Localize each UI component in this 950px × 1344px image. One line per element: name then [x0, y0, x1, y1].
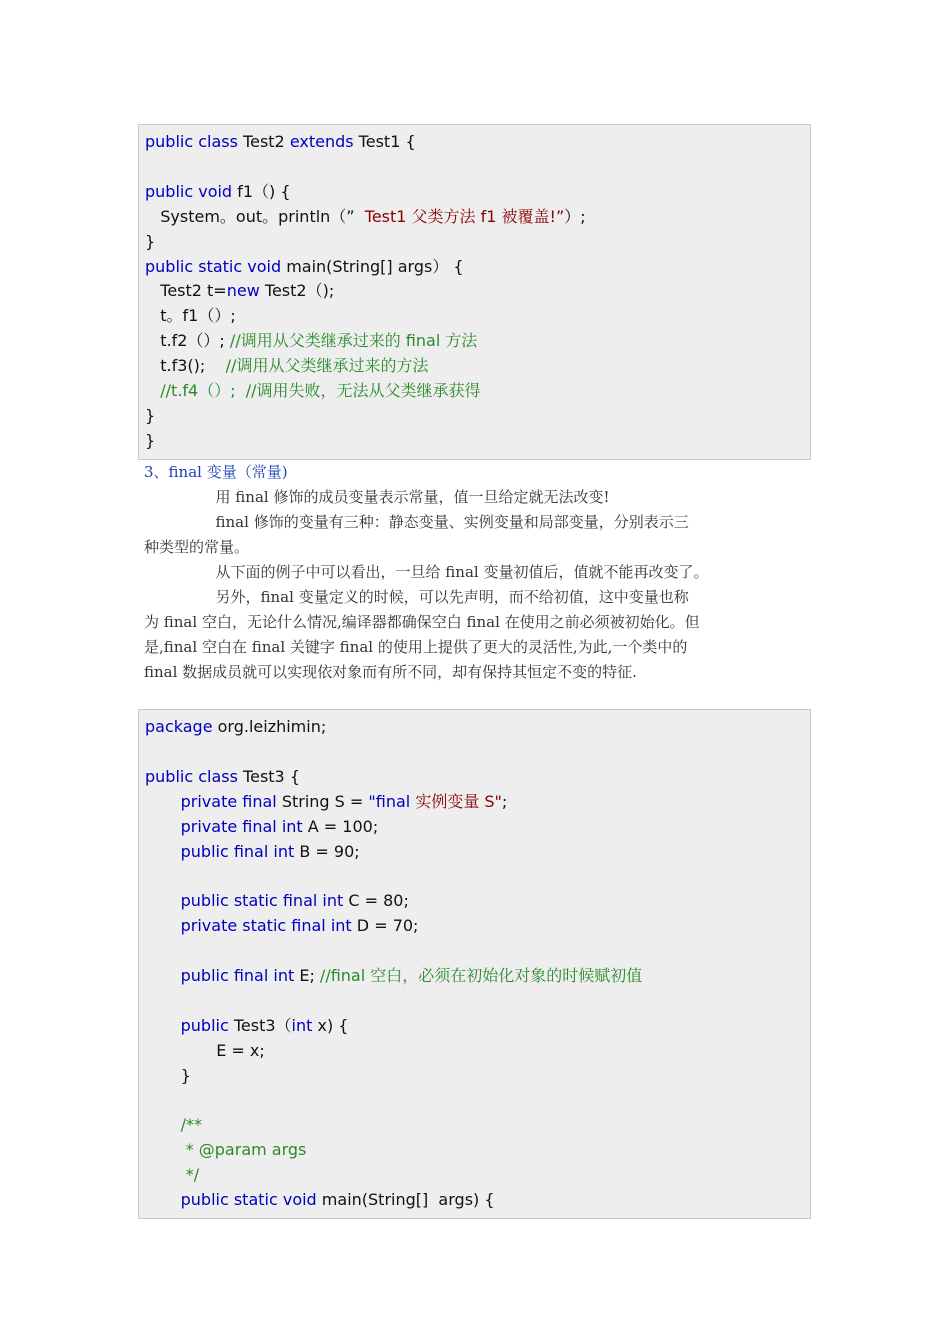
code-token: //final 空白，必须在初始化对象的时候赋初值	[319, 966, 643, 985]
code-token: public static final int	[180, 891, 344, 911]
code-token: B = 90;	[294, 841, 360, 861]
code-token: }	[145, 405, 156, 425]
code-token: t.f3();	[145, 356, 226, 376]
code-token: x) {	[312, 1015, 349, 1035]
code-line	[145, 1138, 306, 1162]
code-token: public class	[145, 132, 238, 151]
code-token: public class	[145, 766, 238, 786]
code-token	[145, 966, 181, 985]
code-block-test2	[138, 124, 811, 460]
code-token: public	[180, 1015, 229, 1035]
code-token: Test1 {	[353, 132, 416, 151]
code-token: public final int	[180, 966, 295, 985]
code-token: "final	[368, 791, 416, 811]
code-token: E = x;	[145, 1040, 265, 1060]
code-line	[145, 329, 477, 353]
code-token: C = 80;	[343, 891, 409, 911]
code-token: Test2（);	[259, 281, 335, 301]
code-line	[145, 1113, 202, 1137]
code-token: A = 100;	[302, 816, 379, 836]
code-token: D = 70;	[351, 916, 419, 936]
code-token: String S =	[276, 791, 369, 811]
code-token: //t.f4（）; //调用失败，无法从父类继承获得	[145, 381, 481, 400]
code-token: public static void	[145, 256, 282, 276]
code-token: */	[145, 1165, 200, 1185]
code-token	[145, 842, 181, 861]
code-line	[145, 180, 291, 204]
code-token: /**	[145, 1115, 202, 1135]
code-token	[145, 792, 181, 811]
code-token: private final int	[180, 816, 303, 836]
code-line	[145, 130, 416, 154]
paragraph-line: 是,final 空白在 final 关键字 final 的使用上提供了更大的灵活性,为此,一个类中的	[144, 638, 688, 656]
code-token: org.leizhimin;	[212, 717, 327, 736]
code-token: t。f1（）;	[145, 306, 236, 326]
code-token: private final	[180, 791, 277, 811]
paragraph-line: 用 final 修饰的成员变量表示常量，值一旦给定就无法改变!	[144, 488, 610, 506]
code-token: private static final int	[180, 916, 352, 936]
code-token: f1（) {	[232, 181, 291, 201]
code-token: public void	[145, 181, 233, 201]
code-token: new	[226, 281, 260, 301]
code-token	[145, 891, 181, 910]
paragraph-line: final 数据成员就可以实现依对象而有所不同，却有保持其恒定不变的特征.	[144, 663, 637, 681]
code-line	[145, 889, 409, 913]
code-line	[145, 354, 428, 378]
code-line	[145, 304, 236, 328]
code-line	[145, 1014, 348, 1038]
code-token: package	[145, 717, 213, 736]
code-token: t.f2（）;	[145, 331, 230, 351]
code-token: ）;	[564, 206, 586, 226]
code-line	[145, 1039, 265, 1063]
code-line	[145, 429, 155, 453]
section-heading: 3、final 变量（常量)	[144, 463, 288, 481]
code-token: * @param args	[145, 1140, 307, 1160]
code-token	[145, 1190, 181, 1209]
code-line	[145, 914, 418, 938]
code-block-test3	[138, 709, 811, 1219]
code-line	[145, 964, 642, 988]
code-token: //调用从父类继承过来的 final 方法	[229, 331, 478, 351]
code-token: }	[145, 231, 156, 251]
code-token: public static void	[180, 1190, 317, 1210]
code-token: public final int	[180, 841, 295, 861]
code-token: }	[145, 1065, 191, 1085]
paragraph-line: final 修饰的变量有三种：静态变量、实例变量和局部变量，分别表示三	[144, 513, 689, 531]
code-line	[145, 715, 326, 739]
code-line	[145, 279, 334, 303]
code-token: //调用从父类继承过来的方法	[225, 356, 429, 376]
paragraph-line: 从下面的例子中可以看出，一旦给 final 变量初值后，值就不能再改变了。	[144, 563, 709, 581]
code-line	[145, 205, 586, 229]
code-token: main(String[] args) {	[316, 1190, 495, 1210]
code-line	[145, 790, 507, 814]
code-token: Test3 {	[237, 766, 300, 786]
code-token: E;	[294, 966, 320, 985]
paragraph-line: 为 final 空白，无论什么情况,编译器都确保空白 final 在使用之前必须被初始化。但	[144, 613, 700, 631]
code-token: int	[291, 1015, 313, 1035]
code-token: System。out。println（”	[145, 206, 365, 226]
code-token: }	[145, 430, 156, 450]
code-line	[145, 404, 155, 428]
code-token: main(String[] args） {	[281, 256, 464, 276]
code-line	[145, 765, 300, 789]
code-token: Test2 t=	[145, 281, 227, 301]
code-token: Test2	[237, 132, 290, 151]
code-line	[145, 230, 155, 254]
code-line	[145, 840, 360, 864]
code-token: Test1 父类方法 f1 被覆盖!”	[364, 206, 565, 226]
code-token	[145, 817, 181, 836]
code-line	[145, 1163, 199, 1187]
code-line	[145, 815, 378, 839]
code-token	[145, 916, 181, 935]
code-line	[145, 379, 481, 403]
code-token: Test3（	[228, 1015, 292, 1035]
code-line	[145, 1064, 191, 1088]
paragraph-line: 另外，final 变量定义的时候，可以先声明，而不给初值，这中变量也称	[144, 588, 689, 606]
code-token	[145, 1016, 181, 1035]
code-token: extends	[289, 132, 354, 151]
code-token: ;	[501, 791, 508, 811]
paragraph-line: 种类型的常量。	[144, 538, 250, 556]
code-line	[145, 255, 464, 279]
code-token: 实例变量 S"	[415, 791, 502, 811]
code-line	[145, 1188, 495, 1212]
